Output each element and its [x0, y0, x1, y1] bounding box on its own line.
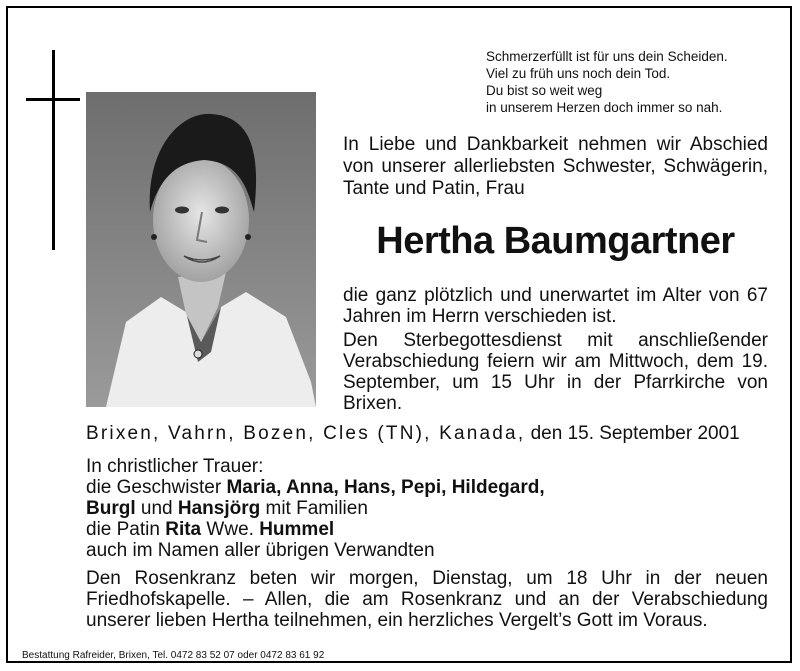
- godmother-first-name: Rita: [165, 519, 202, 540]
- godmother-mid: Wwe.: [201, 519, 260, 540]
- death-text: die ganz plötzlich und unerwartet im Alter von 67 Jahren im Herrn verschieden ist.: [343, 285, 768, 327]
- funeral-home-footer: Bestattung Rafreider, Brixen, Tel. 0472 83 52 07 oder 0472 83 61 92: [22, 650, 325, 661]
- sibling-name: Hansjörg: [177, 498, 261, 519]
- rosary-text: Den Rosenkranz beten wir morgen, Dienstag, um 18 Uhr in der neuen Friedhofskapelle. – Allen, die am Rosenkranz und an der Verabschiedung unserer lieben Hertha teilnehmen, ein herzliches Vergelt’s Gott im Voraus.: [86, 568, 768, 631]
- godmother-prefix: die Patin: [86, 519, 166, 540]
- verse-line: Viel zu früh uns noch dein Tod.: [486, 66, 671, 81]
- funeral-mass-text: Den Sterbegottesdienst mit anschließender Verabschiedung feiern wir am Mittwoch, dem 19. September, um 15 Uhr in der Pfarrkirche von Brixen.: [343, 330, 768, 414]
- memorial-verse: [486, 48, 728, 116]
- place-date-line: [86, 423, 768, 445]
- siblings-prefix: die Geschwister: [86, 477, 227, 498]
- godmother-line: [86, 519, 768, 540]
- portrait-photo: [86, 92, 316, 407]
- siblings-line: [86, 477, 768, 498]
- date: den 15. September 2001: [525, 423, 740, 444]
- families-text: mit Familien: [260, 498, 368, 519]
- siblings-line-2: [86, 498, 768, 519]
- siblings-names: Maria, Anna, Hans, Pepi, Hildegard,: [226, 477, 545, 498]
- mourners-block: [86, 456, 768, 561]
- conjunction: und: [135, 498, 178, 519]
- verse-line: Schmerzerfüllt ist für uns dein Scheiden.: [486, 49, 728, 64]
- intro-text: In Liebe und Dankbarkeit nehmen wir Abschied von unserer allerliebsten Schwester, Schwägerin, Tante und Patin, Frau: [343, 134, 768, 199]
- verse-line: Du bist so weit weg: [486, 83, 603, 98]
- cross-icon: [52, 50, 55, 250]
- godmother-last-name: Hummel: [259, 519, 335, 540]
- locations: Brixen, Vahrn, Bozen, Cles (TN), Kanada,: [86, 423, 526, 444]
- relatives-line: auch im Namen aller übrigen Verwandten: [86, 540, 435, 561]
- deceased-name: Hertha Baumgartner: [376, 220, 735, 262]
- verse-line: in unserem Herzen doch immer so nah.: [486, 100, 723, 115]
- sibling-name: Burgl: [86, 498, 136, 519]
- cross-icon-bar: [26, 98, 80, 101]
- mourners-heading: In christlicher Trauer:: [86, 456, 264, 477]
